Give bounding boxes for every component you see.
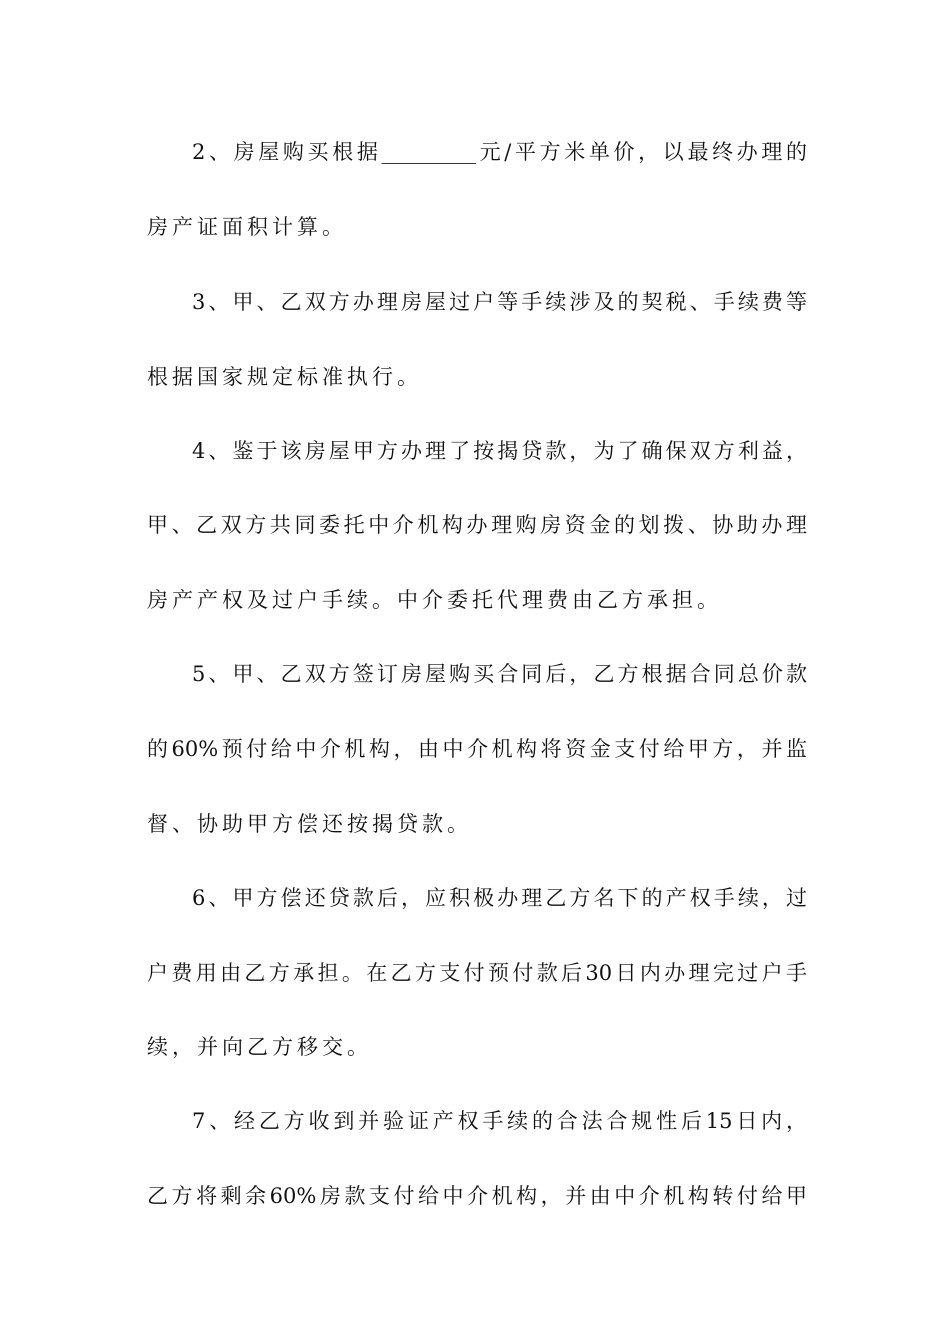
clause-3-line-1: 3、甲、乙双方办理房屋过户等手续涉及的契税、手续费等 (192, 290, 807, 314)
clause-4-line-2: 甲、乙双方共同委托中介机构办理购房资金的划拨、协助办理 (147, 513, 807, 537)
clause-3-line-2: 根据国家规定标准执行。 (147, 365, 422, 389)
clause-4-line-3: 房产产权及过户手续。中介委托代理费由乙方承担。 (147, 588, 722, 612)
clause-7-line-1: 7、经乙方收到并验证产权手续的合法合规性后15日内， (192, 1109, 807, 1133)
clause-6-line-3: 续，并向乙方移交。 (147, 1035, 372, 1059)
clause-2-line-2: 房产证面积计算。 (147, 215, 347, 239)
clause-6-line-2: 户费用由乙方承担。在乙方支付预付款后30日内办理完过户手 (147, 961, 807, 985)
clause-4-line-1: 4、鉴于该房屋甲方办理了按揭贷款，为了确保双方利益， (192, 439, 807, 463)
clause-5-line-1: 5、甲、乙双方签订房屋购买合同后，乙方根据合同总价款 (192, 662, 807, 686)
clause-5-line-2: 的60%预付给中介机构，由中介机构将资金支付给甲方，并监 (147, 737, 807, 761)
clause-5-line-3: 督、协助甲方偿还按揭贷款。 (147, 812, 472, 836)
clause-2-line-1: 2、房屋购买根据_________元/平方米单价，以最终办理的 (192, 140, 807, 164)
clause-6-line-1: 6、甲方偿还贷款后，应积极办理乙方名下的产权手续，过 (192, 886, 807, 910)
clause-7-line-2: 乙方将剩余60%房款支付给中介机构，并由中介机构转付给甲 (147, 1184, 807, 1208)
